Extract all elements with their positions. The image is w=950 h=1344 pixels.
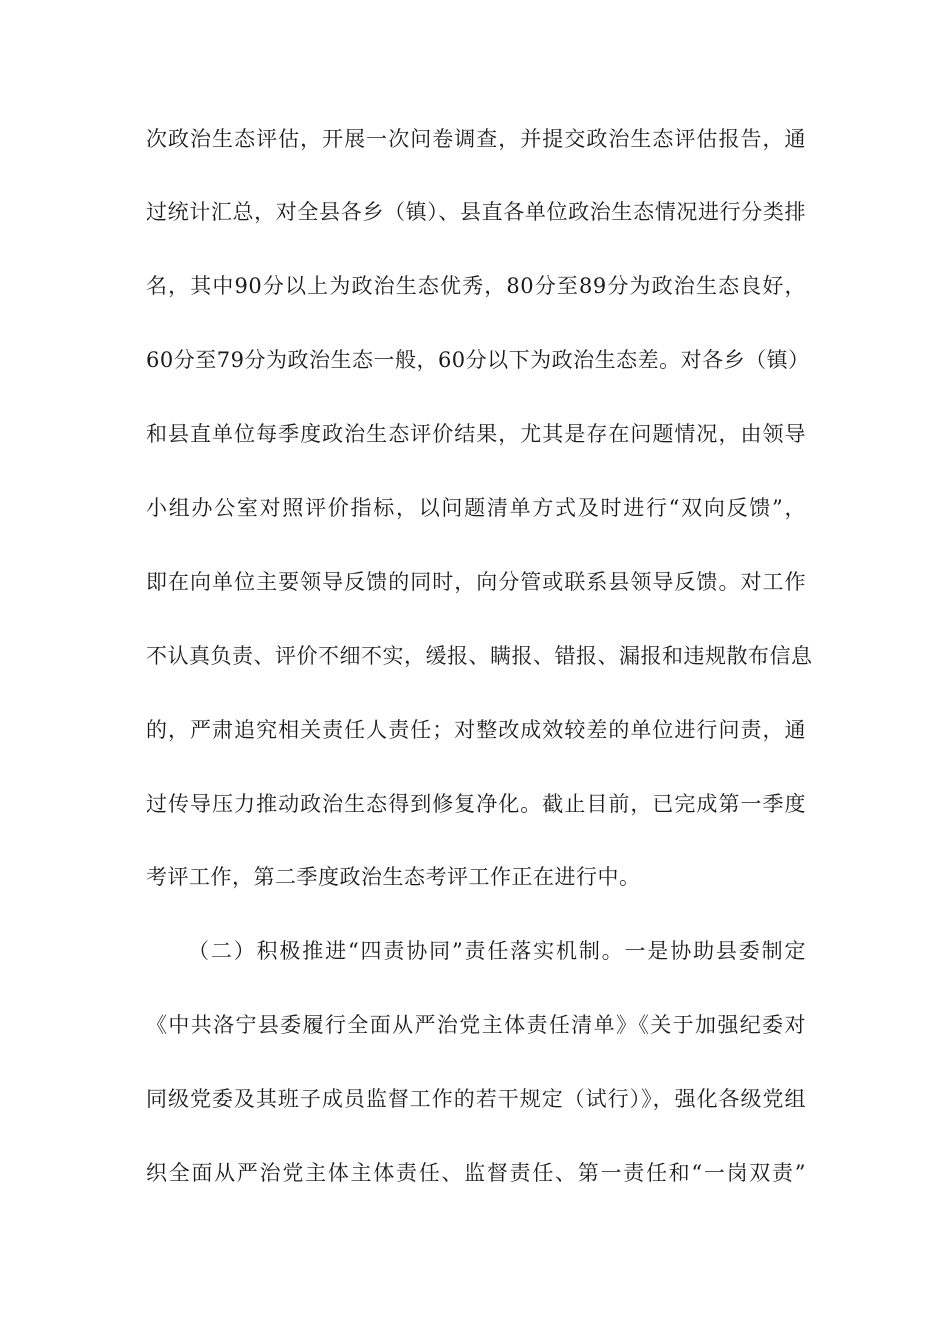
paragraph-line: 过统计汇总，对全县各乡（镇）、县直各单位政治生态情况进行分类排 xyxy=(146,200,806,224)
paragraph-line: 和县直单位每季度政治生态评价结果，尤其是存在问题情况，由领导 xyxy=(146,422,806,446)
paragraph-line: 60分至79分为政治生态一般，60分以下为政治生态差。对各乡（镇） xyxy=(146,348,810,372)
paragraph-line: 过传导压力推动政治生态得到修复净化。截止目前，已完成第一季度 xyxy=(146,792,806,816)
section-heading-line: （二）积极推进“四责协同”责任落实机制。一是协助县委制定 xyxy=(188,939,806,963)
paragraph-line: 名，其中90分以上为政治生态优秀，80分至89分为政治生态良好， xyxy=(146,274,806,298)
paragraph-line: 不认真负责、评价不细不实，缓报、瞒报、错报、漏报和违规散布信息 xyxy=(146,644,813,668)
paragraph-line: 次政治生态评估，开展一次问卷调查，并提交政治生态评估报告，通 xyxy=(146,127,806,151)
paragraph-line: 《中共洛宁县委履行全面从严治党主体责任清单》《关于加强纪委对 xyxy=(146,1013,806,1037)
paragraph-line: 即在向单位主要领导反馈的同时，向分管或联系县领导反馈。对工作 xyxy=(146,570,806,594)
paragraph-line: 的，严肃追究相关责任人责任；对整改成效较差的单位进行问责，通 xyxy=(146,718,806,742)
paragraph-line: 同级党委及其班子成员监督工作的若干规定（试行）》，强化各级党组 xyxy=(146,1087,806,1111)
paragraph-line: 小组办公室对照评价指标，以问题清单方式及时进行“双向反馈”， xyxy=(146,496,806,520)
paragraph-line: 织全面从严治党主体主体责任、监督责任、第一责任和“一岗双责” xyxy=(146,1161,806,1185)
paragraph-line: 考评工作，第二季度政治生态考评工作正在进行中。 xyxy=(146,865,641,889)
